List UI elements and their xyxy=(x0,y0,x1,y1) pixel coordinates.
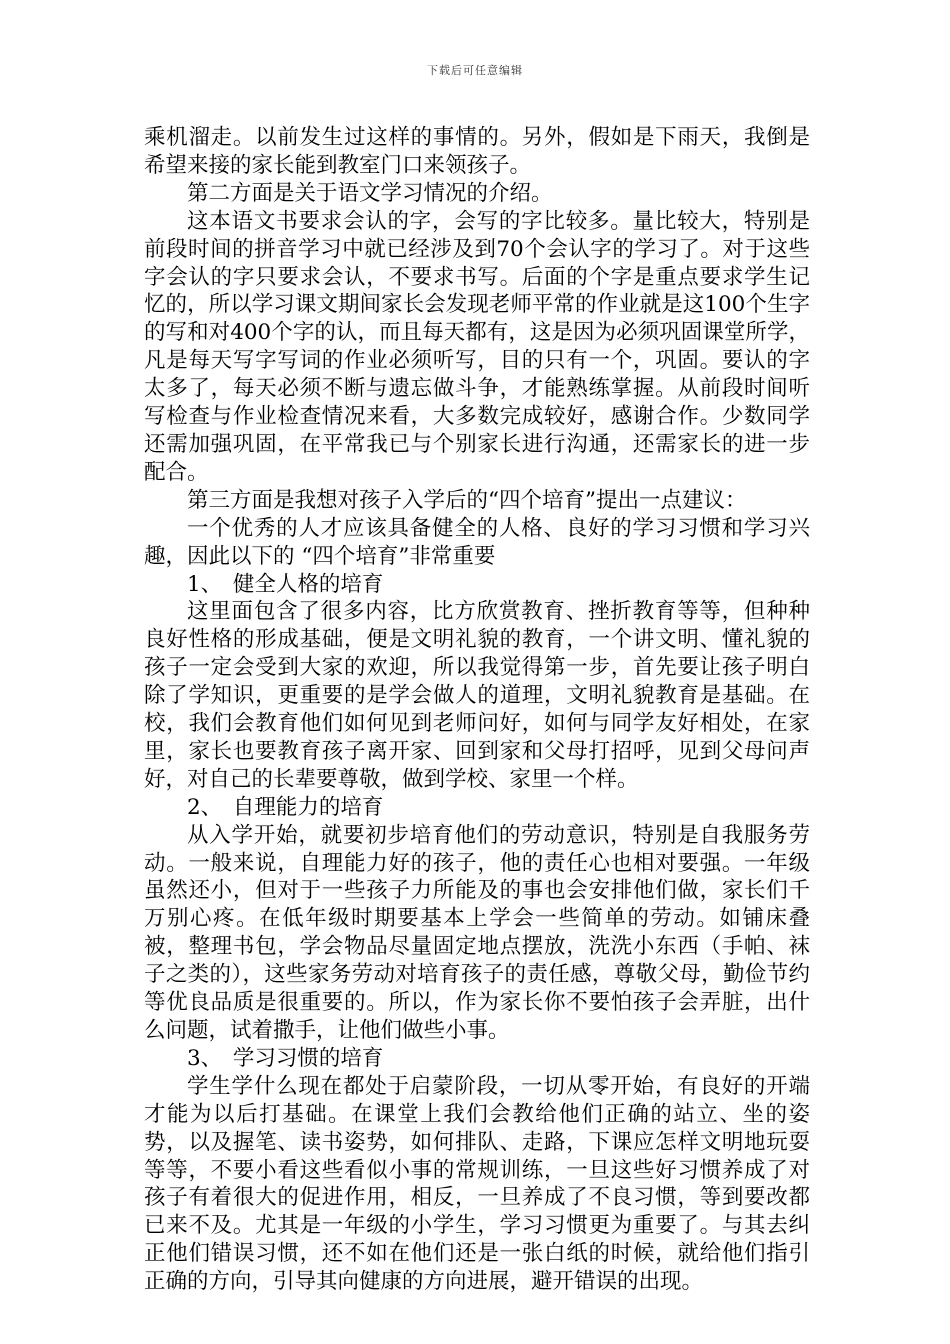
section-heading: 2、 自理能力的培育 xyxy=(187,794,384,820)
paragraph: 第三方面是我想对孩子入学后的“四个培育”提出一点建议： xyxy=(187,487,747,513)
paragraph: 这本语文书要求会认的字，会写的字比较多。量比较大，特别是前段时间的拼音学习中就已经涉及到70个会认字的学习了。对于这些字会认的字只要求会认，不要求书写。后面的个字是重点要求学生记忆的，所以学习课文期间家长会发现老师平常的作业就是这100个生字的写和对400个字的认，而且每天都有，这是因为必须巩固课堂所学，凡是每天写字写词的作业必须听写，目的只有一个，巩固。要认的字太多了，每天必须不断与遗忘做斗争，才能熟练掌握。从前段时间听写检查与作业检查情况来看，大多数完成较好，感谢合作。少数同学还需加强巩固，在平常我已与个别家长进行沟通，还需家长的进一步配合。 xyxy=(144,208,810,485)
document-body xyxy=(144,124,810,1296)
paragraph: 学生学什么现在都处于启蒙阶段，一切从零开始，有良好的开端才能为以后打基础。在课堂上我们会教给他们正确的站立、坐的姿势，以及握笔、读书姿势，如何排队、走路，下课应怎样文明地玩耍等等，不要小看这些看似小事的常规训练，一旦这些好习惯养成了对孩子有着很大的促进作用，相反，一旦养成了不良习惯，等到要改都已来不及。尤其是一年级的小学生，学习习惯更为重要了。与其去纠正他们错误习惯，还不如在他们还是一张白纸的时候，就给他们指引正确的方向，引导其向健康的方向进展，避开错误的出现。 xyxy=(144,1073,810,1295)
page-header: 下载后可任意编辑 xyxy=(427,64,523,77)
paragraph: 第二方面是关于语文学习情况的介绍。 xyxy=(187,180,553,206)
paragraph: 这里面包含了很多内容，比方欣赏教育、挫折教育等等，但种种良好性格的形成基础，便是文明礼貌的教育，一个讲文明、懂礼貌的孩子一定会受到大家的欢迎，所以我觉得第一步，首先要让孩子明白除了学知识，更重要的是学会做人的道理，文明礼貌教育是基础。在校，我们会教育他们如何见到老师问好，如何与同学友好相处，在家里，家长也要教育孩子离开家、回到家和父母打招呼，见到父母问声好，对自己的长辈要尊敬，做到学校、家里一个样。 xyxy=(144,599,810,792)
section-heading: 1、 健全人格的培育 xyxy=(187,571,384,597)
paragraph: 从入学开始，就要初步培育他们的劳动意识，特别是自我服务劳动。一般来说，自理能力好的孩子，他的责任心也相对要强。一年级虽然还小，但对于一些孩子力所能及的事也会安排他们做，家长们千万别心疼。在低年级时期要基本上学会一些简单的劳动。如铺床叠被，整理书包，学会物品尽量固定地点摆放，洗洗小东西（手帕、袜子之类的），这些家务劳动对培育孩子的责任感，尊敬父母，勤俭节约等优良品质是很重要的。所以，作为家长你不要怕孩子会弄脏，出什么问题，试着撒手，让他们做些小事。 xyxy=(144,822,810,1043)
paragraph: 一个优秀的人才应该具备健全的人格、良好的学习习惯和学习兴趣，因此以下的 “四个培育”非常重要 xyxy=(144,515,810,569)
section-heading: 3、 学习习惯的培育 xyxy=(187,1045,384,1071)
paragraph: 乘机溜走。以前发生过这样的事情的。另外，假如是下雨天，我倒是希望来接的家长能到教室门口来领孩子。 xyxy=(144,125,810,178)
